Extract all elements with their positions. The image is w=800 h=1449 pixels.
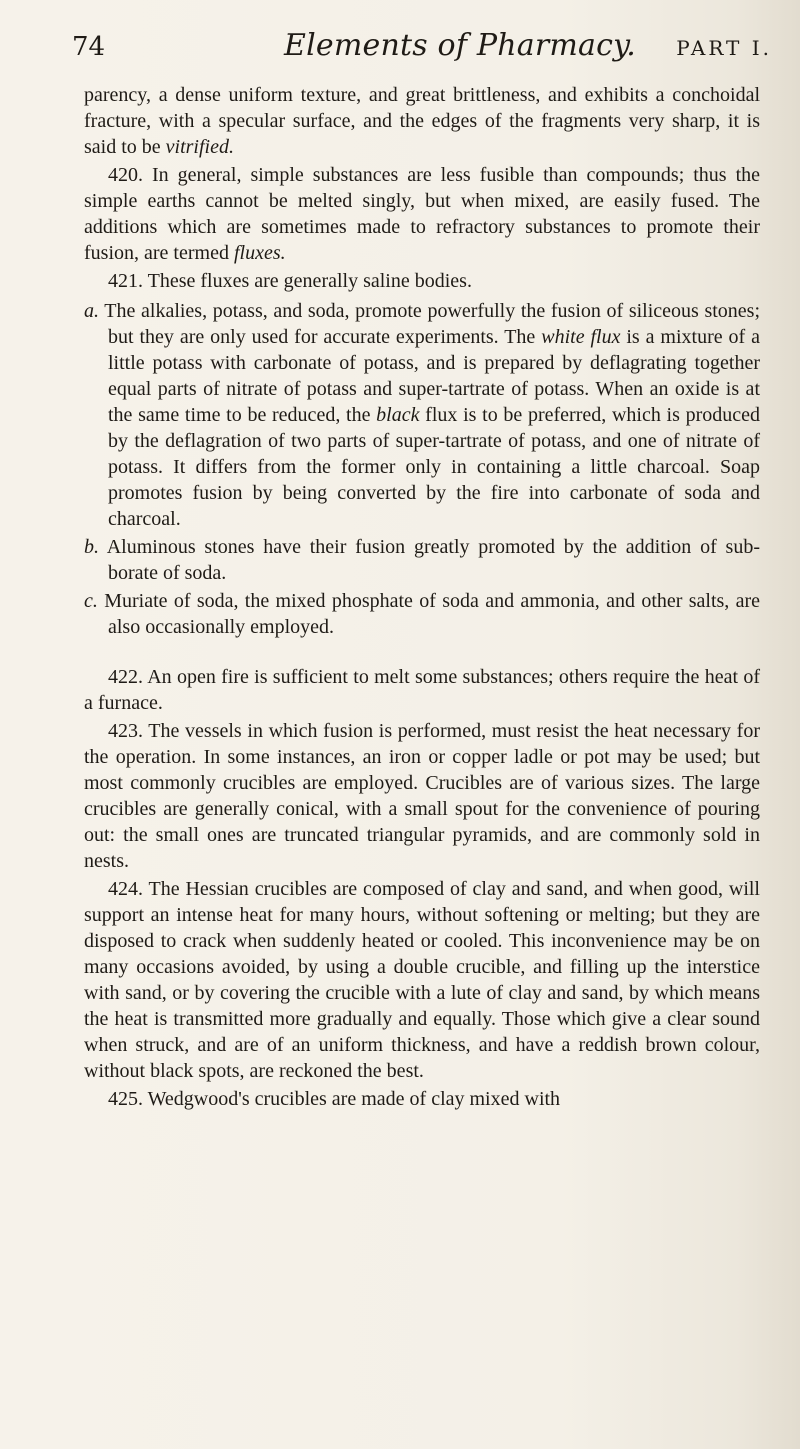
paragraph-422: 422. An open fire is sufficient to melt some substances; others require the heat of a furnace. [84, 666, 760, 714]
running-title: Elements of Pharmacy. [284, 28, 637, 63]
italic-term: white flux [541, 326, 621, 348]
subitem-a: a. The alkalies, potass, and soda, promote powerfully the fusion of siliceous stones; but they are only used for accurate experiments. The white flux is a mixture of a little potass with carbonate of potass, and is prepared by deflagrating together equal parts of nitrate of potass and super-tartrate of potass. When an oxide is at the same time to be reduced, the black flux is to be preferred, which is produced by the deflagration of two parts of super-tartrate of potass, and one of nitrate of potass. It differs from the former only in containing a little charcoal. Soap promotes fusion by being converted by the fire into carbonate of soda and charcoal. [84, 300, 761, 530]
subitem-marker: c. [84, 590, 98, 612]
body-text [84, 82, 760, 1114]
italic-term: fluxes. [233, 242, 286, 264]
paragraph-423: 423. The vessels in which fusion is performed, must resist the heat necessary for the operation. In some instances, an iron or copper ladle or pot may be used; but most commonly crucibles are employed. Crucibles are of various sizes. The large crucibles are generally conical, with a small spout for the convenience of pouring out: the small ones are truncated triangular pyramids, and are commonly sold in nests. [84, 720, 760, 872]
subitem-marker: a. [84, 300, 99, 322]
part-label: PART I. [676, 36, 772, 60]
page-header [72, 26, 772, 76]
subitem-b: b. Aluminous stones have their fusion greatly promoted by the addition of sub-borate of soda. [84, 536, 761, 584]
subitem-marker: b. [84, 536, 99, 558]
paragraph-421: 421. These fluxes are generally saline bodies. [108, 270, 472, 292]
paragraph-424: 424. The Hessian crucibles are composed of clay and sand, and when good, will support an intense heat for many hours, without softening or melting; but they are disposed to crack when suddenly heated or cooled. This inconvenience may be on many occasions avoided, by using a double crucible, and filling up the interstice with sand, or by covering the crucible with a lute of clay and sand, by which means the heat is transmitted more gradually and equally. Those which give a clear sound when struck, and are of an uniform thickness, and have a reddish brown colour, without black spots, are reckoned the best. [84, 878, 760, 1082]
paragraph-425: 425. Wedgwood's crucibles are made of clay mixed with [108, 1088, 561, 1110]
italic-term: vitrified. [165, 136, 234, 158]
subitem-c: c. Muriate of soda, the mixed phosphate of soda and ammonia, and other salts, are also occasionally employed. [84, 590, 761, 638]
paragraph-continuation: parency, a dense uniform texture, and great brittleness, and exhibits a conchoidal fracture, with a specular surface, and the edges of the fragments very sharp, it is said to be vitrified. [84, 84, 760, 158]
section-gap [84, 642, 760, 664]
paragraph-420: 420. In general, simple substances are less fusible than compounds; thus the simple earths cannot be melted singly, but when mixed, are easily fused. The additions which are sometimes made to refractory substances to promote their fusion, are termed fluxes. [84, 164, 760, 264]
italic-term: black [376, 404, 420, 426]
page-number: 74 [72, 32, 106, 62]
